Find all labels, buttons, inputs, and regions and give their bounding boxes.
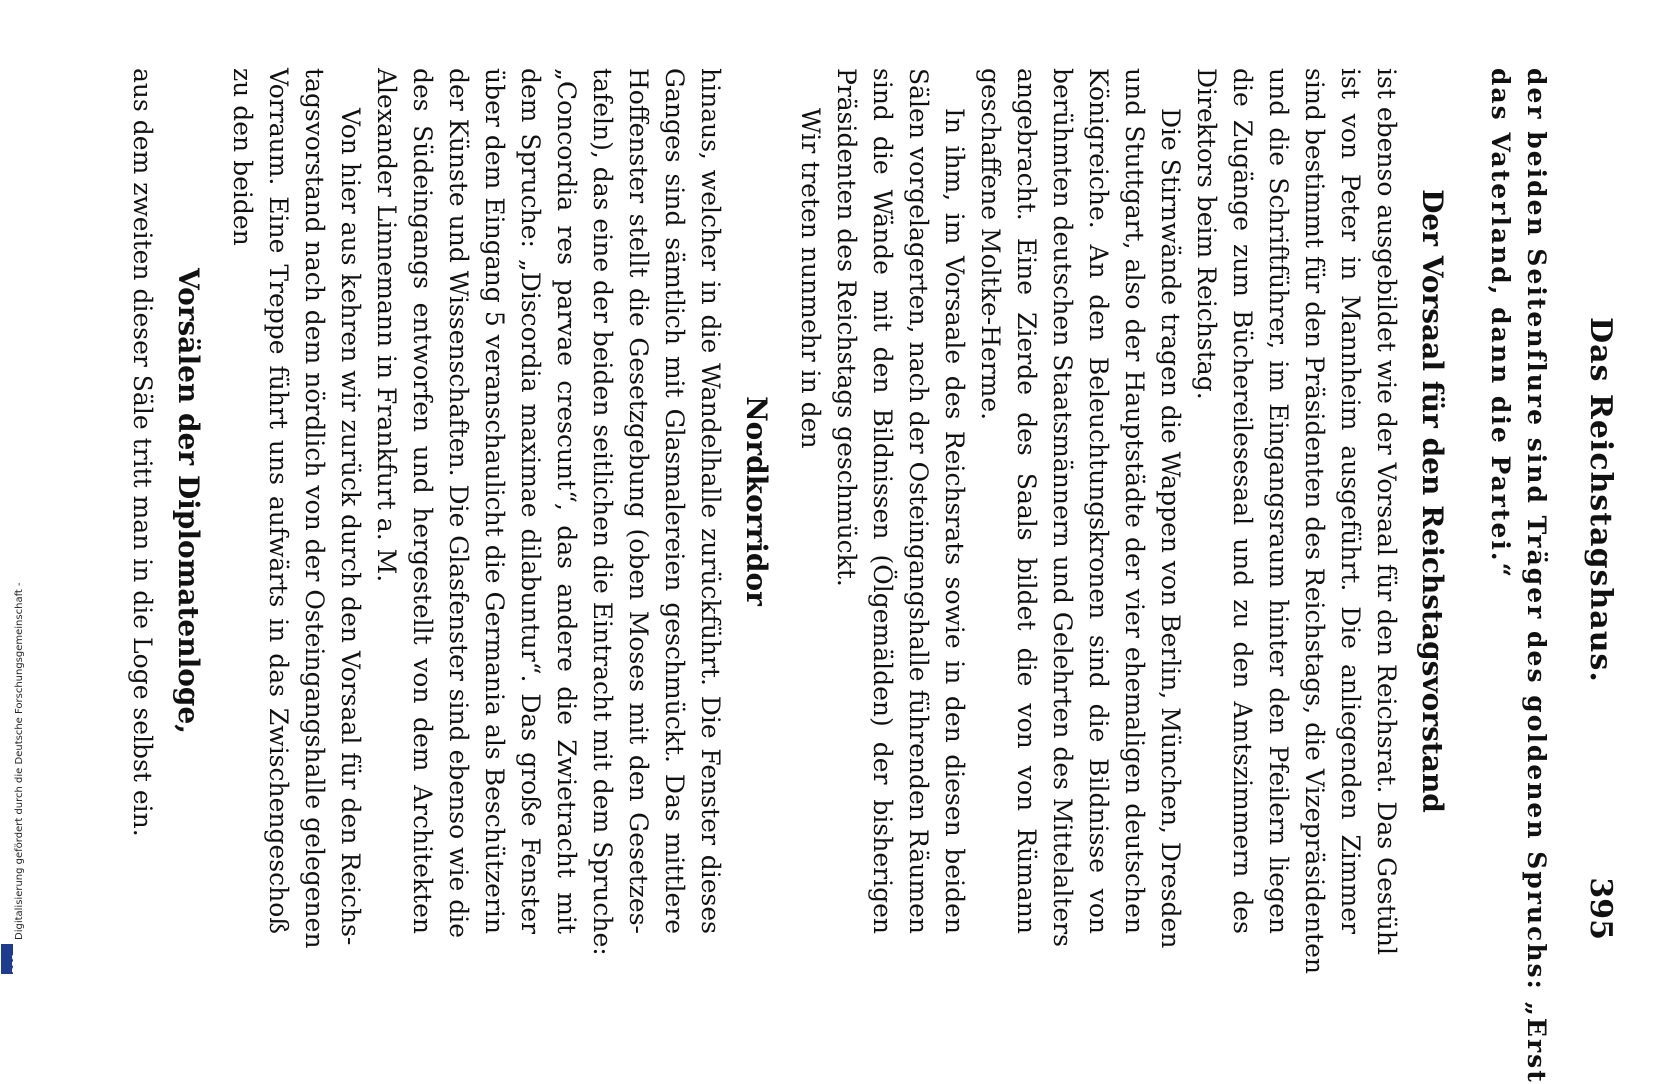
digitization-note	[2, 580, 25, 940]
dfg-logo-text: DFG	[11, 954, 20, 973]
section-heading: Der Vorsaal für den Reichstagsvorstand	[1416, 189, 1449, 813]
text-line: hinaus, welcher in die Wandelhalle zurückführt. Die Fenster dieses	[696, 68, 725, 934]
text-line: aus dem zweiten dieser Säle tritt man in die Loge selbst ein.	[128, 68, 157, 837]
text-line: Königreiche. An den Beleuchtungskronen sind die Bildnisse von	[1084, 68, 1113, 934]
page-header	[1578, 60, 1618, 940]
text-line: über dem Eingang 5 veranschaulicht die Germania als Beschützerin	[480, 68, 509, 934]
text-line: sind die Wände mit den Bildnissen (Ölgemälden) der bisherigen	[868, 68, 897, 934]
page-body	[124, 68, 1554, 1084]
text-line: geschaffene Moltke-Herme.	[976, 68, 1005, 421]
text-line: Wir treten nunmehr in den	[796, 108, 825, 449]
section-diplomatenloge	[124, 68, 208, 934]
text-line: zu den beiden	[228, 68, 257, 246]
text-line: und die Schriftführer, im Eingangsraum hinter den Pfeilern liegen	[1264, 68, 1293, 934]
text-line: angebracht. Eine Zierde des Saals bildet die von von Rümann	[1012, 68, 1041, 934]
paragraph	[224, 68, 368, 949]
text-line: ist von Peter in Mannheim ausgeführt. Die anliegenden Zimmer	[1336, 68, 1365, 934]
text-line: In ihm, im Vorsaale des Reichsrats sowie in den diesen beiden	[940, 108, 969, 934]
dfg-logo	[1, 944, 20, 974]
text-line: der Künste und Wissenschaften. Die Glasfenster sind ebenso wie die	[444, 68, 473, 939]
section-vorsaal	[792, 68, 1452, 974]
text-line: und Stuttgart, also der Hauptstädte der vier ehemaligen deutschen	[1120, 68, 1149, 934]
paragraph	[972, 68, 1188, 949]
text-line: Die Stirnwände tragen die Wappen von Berlin, München, Dresden	[1156, 108, 1185, 949]
text-line: der beiden Seitenflure sind Träger des goldenen Spruchs: „Erst	[1522, 68, 1551, 1084]
text-line: Alexander Linnemann in Frankfurt a. M.	[372, 68, 401, 583]
text-line: die Zugänge zum Büchereilesesaal und zu den Amtszimmern des	[1228, 68, 1257, 934]
text-line: Direktors beim Reichstag.	[1192, 68, 1221, 400]
section-heading: Nordkorridor	[740, 396, 773, 606]
text-line: Von hier aus kehren wir zurück durch den Vorsaal für den Reichs-	[336, 108, 365, 946]
page-number: 395	[1583, 877, 1618, 940]
text-line: Hoffenster stellt die Gesetzgebung (oben Moses mit den Gesetzes-	[624, 68, 653, 934]
section-seitenflure	[1482, 68, 1554, 1084]
text-line: tafeln), das eine der beiden seitlichen die Eintracht mit dem Spruche:	[588, 68, 617, 956]
text-line: dem Spruche: „Discordia maximae dilabuntur“. Das große Fenster	[516, 68, 545, 934]
section-heading: Vorsälen der Diplomatenloge,	[172, 267, 205, 735]
text-line: Ganges sind sämtlich mit Glasmalereien geschmückt. Das mittlere	[660, 68, 689, 934]
text-line: des Südeingangs entworfen und hergestellt von dem Architekten	[408, 68, 437, 934]
paragraph	[124, 68, 160, 934]
digitization-note-text: Digitalisierung gefördert durch die Deutsche Forschungsgemeinschaft -	[14, 582, 25, 940]
text-line: „Concordia res parvae crescunt“, das andere die Zwietracht mit	[552, 68, 581, 934]
paragraph	[792, 68, 828, 934]
text-line: berühmten deutschen Staatsmännern und Gelehrten des Mittelalters	[1048, 68, 1077, 947]
paragraph	[368, 68, 728, 956]
text-line: Vorraum. Eine Treppe führt uns aufwärts in das Zwischengeschoß	[264, 68, 293, 934]
text-line: das Vaterland, dann die Partei.“	[1486, 68, 1515, 579]
text-line: Präsidenten des Reichstags geschmückt.	[832, 68, 861, 587]
text-line: ist ebenso ausgebildet wie der Vorsaal für den Reichsrat. Das Gestühl	[1372, 68, 1401, 955]
section-nordkorridor	[224, 68, 776, 956]
paragraph	[1188, 68, 1404, 974]
text-line: sind bestimmt für den Präsidenten des Reichstags, die Vizepräsidenten	[1300, 68, 1329, 974]
text-line: Sälen vorgelagerten, nach der Osteingangshalle führenden Räumen	[904, 68, 933, 934]
paragraph	[828, 68, 972, 934]
running-title: Das Reichstagshaus.	[1583, 317, 1618, 683]
text-line: tagsvorstand nach dem nördlich von der Osteingangshalle gelegenen	[300, 68, 329, 949]
